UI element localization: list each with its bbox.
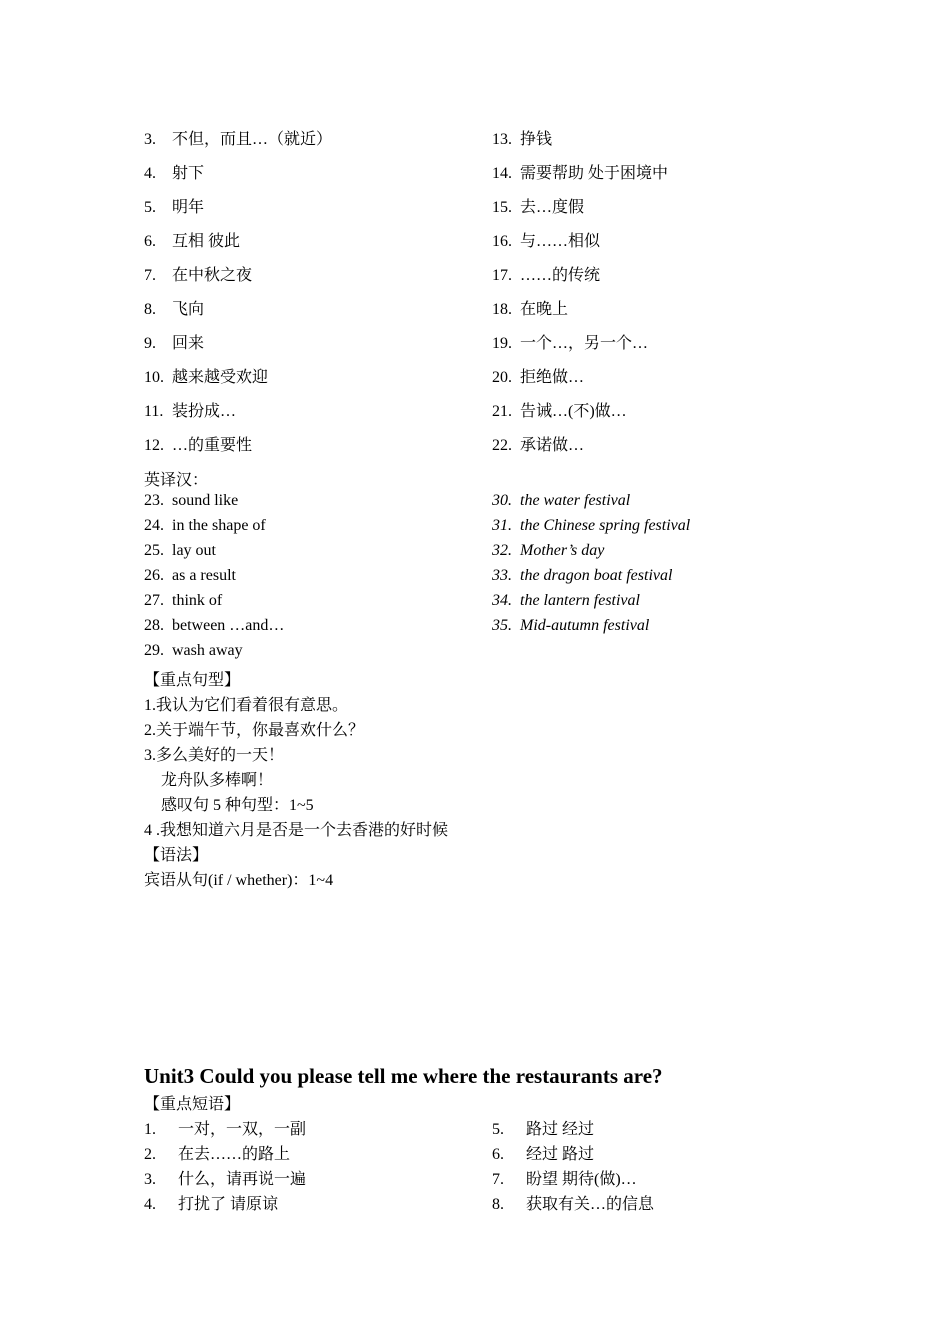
item-text: 在去……的路上 xyxy=(178,1146,291,1163)
item-text: wash away xyxy=(172,642,243,659)
item-number: 31. xyxy=(492,517,512,534)
item-text: 一个…，另一个… xyxy=(520,335,649,352)
list-item xyxy=(144,567,236,585)
item-number: 10. xyxy=(144,369,164,386)
item-number: 6. xyxy=(144,233,156,250)
item-text: 路过 经过 xyxy=(526,1121,595,1138)
item-text: 拒绝做… xyxy=(520,369,585,386)
item-number: 17. xyxy=(492,267,512,284)
list-item xyxy=(144,398,236,421)
item-text: 不但，而且…（就近） xyxy=(172,131,333,148)
list-item xyxy=(144,364,268,387)
item-number: 30. xyxy=(492,492,512,509)
list-item xyxy=(144,1166,306,1189)
list-item xyxy=(144,642,243,660)
list-item xyxy=(492,542,604,560)
list-item xyxy=(492,194,584,217)
item-number: 26. xyxy=(144,567,164,584)
item-number: 4. xyxy=(144,165,156,182)
item-number: 5. xyxy=(492,1121,504,1138)
list-item xyxy=(144,617,284,635)
item-text: 盼望 期待(做)… xyxy=(526,1171,637,1188)
list-item xyxy=(144,1116,306,1139)
item-text: 一对，一双，一副 xyxy=(178,1121,307,1138)
sentence-line: 4 .我想知道六月是否是一个去香港的好时候 xyxy=(144,822,449,839)
grammar-line: 宾语从句(if / whether)：1~4 xyxy=(144,872,334,889)
item-text: think of xyxy=(172,592,223,609)
item-text: 告诫…(不)做… xyxy=(520,403,627,420)
item-number: 16. xyxy=(492,233,512,250)
item-text: 去…度假 xyxy=(520,199,585,216)
list-item xyxy=(144,194,204,217)
item-text: 经过 路过 xyxy=(526,1146,595,1163)
sentence-line: 2.关于端午节，你最喜欢什么？ xyxy=(144,722,365,739)
list-item xyxy=(492,1191,654,1214)
list-item xyxy=(492,228,600,251)
sentence-line: 龙舟队多棒啊！ xyxy=(161,772,274,789)
item-number: 22. xyxy=(492,437,512,454)
item-text: 在中秋之夜 xyxy=(172,267,253,284)
item-number: 12. xyxy=(144,437,164,454)
item-text: 射下 xyxy=(172,165,205,182)
item-text: 在晚上 xyxy=(520,301,569,318)
list-item xyxy=(144,542,216,560)
item-text: 与……相似 xyxy=(520,233,601,250)
list-item xyxy=(144,492,238,510)
item-number: 3. xyxy=(144,131,156,148)
item-text: 什么，请再说一遍 xyxy=(178,1171,307,1188)
item-number: 11. xyxy=(144,403,164,420)
item-number: 32. xyxy=(492,542,512,559)
unit-title: Unit3 Could you please tell me where the restaurants are? xyxy=(144,1064,663,1088)
item-number: 13. xyxy=(492,131,512,148)
sentence-line: 1.我认为它们看着很有意思。 xyxy=(144,697,349,714)
item-number: 8. xyxy=(144,301,156,318)
sentence-line: 3.多么美好的一天！ xyxy=(144,747,285,764)
item-number: 9. xyxy=(144,335,156,352)
item-text: lay out xyxy=(172,542,216,559)
item-text: the Chinese spring festival xyxy=(520,517,691,534)
list-item xyxy=(492,126,552,149)
item-text: the lantern festival xyxy=(520,592,640,609)
en-to-cn-label: 英译汉： xyxy=(144,472,209,489)
item-text: as a result xyxy=(172,567,236,584)
item-text: Mother’s day xyxy=(520,542,605,559)
list-item xyxy=(492,398,627,421)
item-number: 14. xyxy=(492,165,512,182)
item-text: ……的传统 xyxy=(520,267,601,284)
item-number: 2. xyxy=(144,1146,156,1163)
item-text: 互相 彼此 xyxy=(172,233,241,250)
item-number: 23. xyxy=(144,492,164,509)
list-item xyxy=(144,126,332,149)
list-item xyxy=(492,617,649,635)
list-item xyxy=(492,1141,594,1164)
item-text: 越来越受欢迎 xyxy=(172,369,269,386)
list-item xyxy=(492,492,630,510)
list-item xyxy=(492,1166,637,1189)
list-item xyxy=(144,517,266,535)
item-number: 33. xyxy=(492,567,512,584)
item-text: 需要帮助 处于困境中 xyxy=(520,165,669,182)
list-item xyxy=(144,432,252,455)
item-number: 29. xyxy=(144,642,164,659)
item-number: 25. xyxy=(144,542,164,559)
item-number: 6. xyxy=(492,1146,504,1163)
item-number: 19. xyxy=(492,335,512,352)
list-item xyxy=(492,432,584,455)
item-number: 24. xyxy=(144,517,164,534)
item-number: 18. xyxy=(492,301,512,318)
item-number: 34. xyxy=(492,592,512,609)
item-number: 15. xyxy=(492,199,512,216)
key-phrases-heading: 【重点短语】 xyxy=(144,1096,241,1113)
sentence-line: 感叹句 5 种句型：1~5 xyxy=(161,797,314,814)
item-number: 21. xyxy=(492,403,512,420)
item-text: 挣钱 xyxy=(520,131,553,148)
list-item xyxy=(144,160,204,183)
item-number: 1. xyxy=(144,1121,156,1138)
item-text: 飞向 xyxy=(172,301,205,318)
item-number: 3. xyxy=(144,1171,156,1188)
list-item xyxy=(492,262,600,285)
list-item xyxy=(144,1191,278,1214)
list-item xyxy=(144,262,252,285)
list-item xyxy=(492,567,672,585)
list-item xyxy=(144,1141,290,1164)
list-item xyxy=(492,592,640,610)
item-text: 回来 xyxy=(172,335,205,352)
item-text: sound like xyxy=(172,492,239,509)
list-item xyxy=(144,330,204,353)
grammar-heading: 【语法】 xyxy=(144,847,209,864)
item-number: 4. xyxy=(144,1196,156,1213)
item-text: 打扰了 请原谅 xyxy=(178,1196,279,1213)
item-number: 8. xyxy=(492,1196,504,1213)
item-number: 5. xyxy=(144,199,156,216)
item-number: 28. xyxy=(144,617,164,634)
list-item xyxy=(144,296,204,319)
item-text: …的重要性 xyxy=(172,437,253,454)
item-text: the dragon boat festival xyxy=(520,567,673,584)
item-text: 获取有关…的信息 xyxy=(526,1196,655,1213)
item-text: 承诺做… xyxy=(520,437,585,454)
item-number: 7. xyxy=(144,267,156,284)
list-item xyxy=(144,592,222,610)
item-text: 明年 xyxy=(172,199,205,216)
item-text: the water festival xyxy=(520,492,631,509)
list-item xyxy=(492,296,568,319)
list-item xyxy=(492,1116,594,1139)
list-item xyxy=(492,330,648,353)
item-text: in the shape of xyxy=(172,517,266,534)
list-item xyxy=(492,364,584,387)
item-number: 35. xyxy=(492,617,512,634)
list-item xyxy=(492,517,690,535)
item-number: 7. xyxy=(492,1171,504,1188)
item-text: 装扮成… xyxy=(172,403,237,420)
key-sentences-heading: 【重点句型】 xyxy=(144,672,241,689)
list-item xyxy=(144,228,240,251)
item-number: 27. xyxy=(144,592,164,609)
list-item xyxy=(492,160,668,183)
item-text: between …and… xyxy=(172,617,285,634)
item-text: Mid-autumn festival xyxy=(520,617,650,634)
item-number: 20. xyxy=(492,369,512,386)
